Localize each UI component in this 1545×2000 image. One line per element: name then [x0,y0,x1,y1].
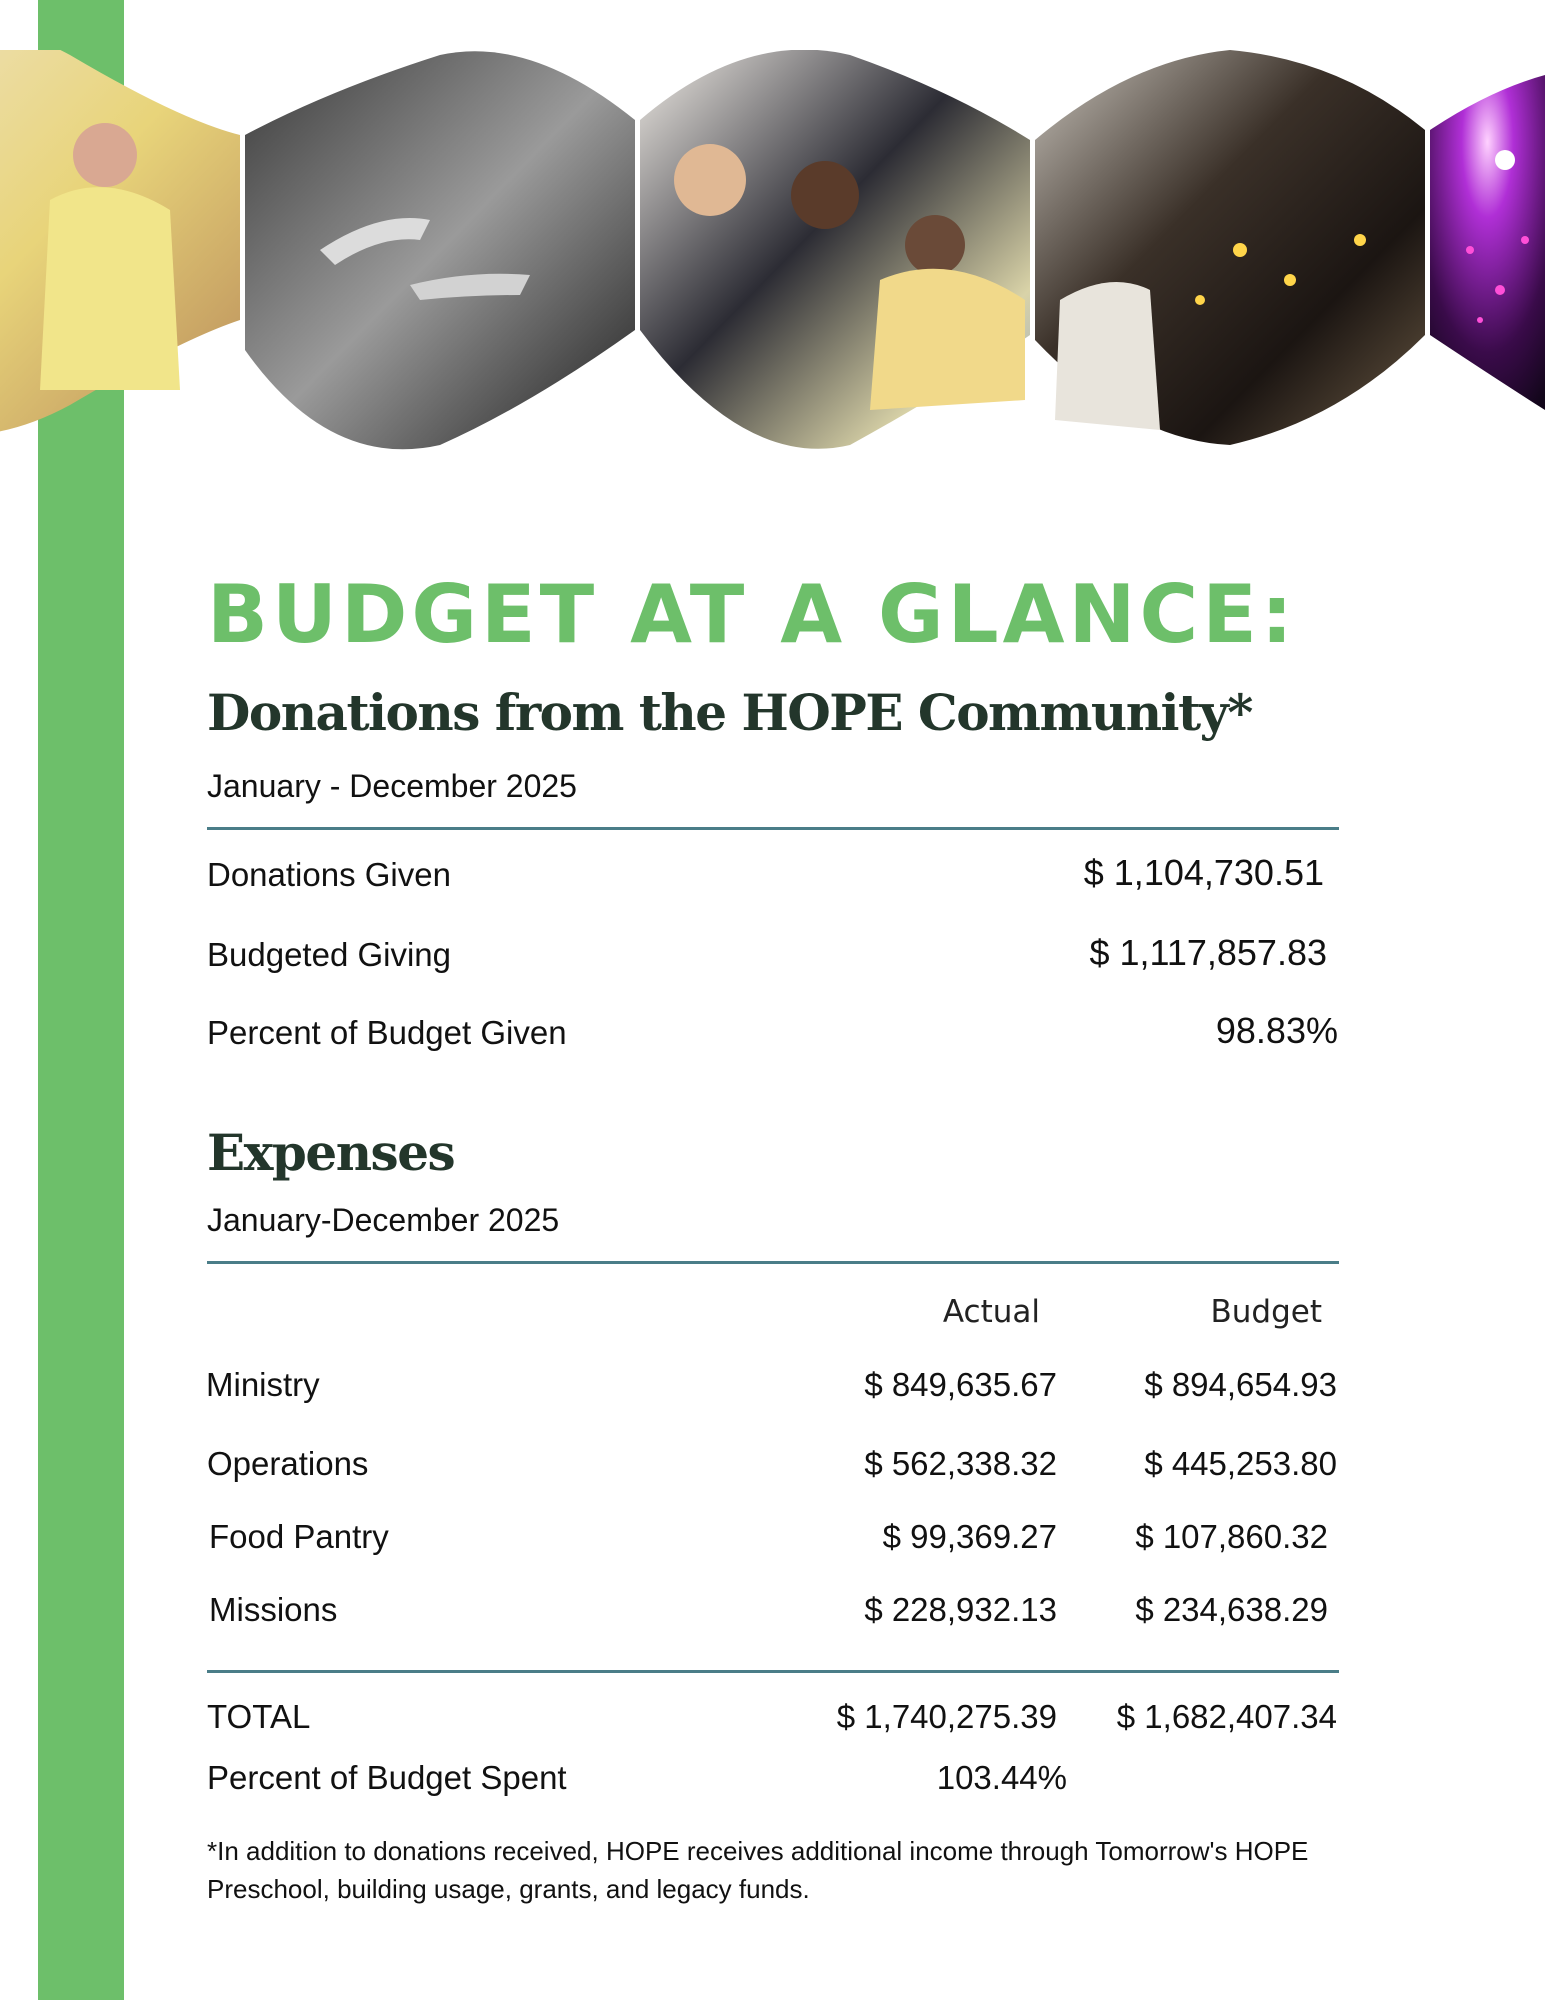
community-greeting-photo [640,50,1030,449]
budget-column-header: Budget [1210,1294,1322,1330]
expense-row-budget: $ 894,654.93 [1144,1366,1337,1403]
footnote: *In addition to donations received, HOPE receives additional income through Tomorrow's HOPE Preschool, building usage, grants, and legacy funds. [207,1836,1309,1904]
total-divider [207,1670,1339,1673]
expense-row-label: Food Pantry [209,1518,389,1555]
man-painting-photo [0,50,240,435]
candlelight-service-photo [1035,50,1425,445]
page-title: BUDGET AT A GLANCE: [207,568,1297,661]
expense-row-actual: $ 228,932.13 [864,1591,1057,1628]
percent-given-label: Percent of Budget Given [207,1014,567,1051]
expenses-divider [207,1261,1339,1264]
expense-row-label: Ministry [206,1366,320,1403]
expense-row-label: Operations [207,1445,369,1482]
donations-given-label: Donations Given [207,856,451,893]
expenses-period: January-December 2025 [207,1202,560,1238]
expense-row-actual: $ 849,635.67 [864,1366,1057,1403]
total-budget: $ 1,682,407.34 [1116,1698,1337,1735]
donations-given-value: $ 1,104,730.51 [1083,852,1324,893]
photo-strip [0,50,1545,450]
actual-column-header: Actual [942,1294,1040,1330]
donations-divider [207,827,1339,830]
total-actual: $ 1,740,275.39 [836,1698,1057,1735]
percent-spent-label: Percent of Budget Spent [207,1759,567,1796]
expense-row-label: Missions [209,1591,338,1628]
expense-row-budget: $ 234,638.29 [1135,1591,1328,1628]
open-hands-photo [245,51,635,449]
total-label: TOTAL [207,1698,311,1735]
donations-heading: Donations from the HOPE Community* [207,683,1252,742]
expense-row-budget: $ 445,253.80 [1144,1445,1337,1482]
donations-period: January - December 2025 [207,768,577,804]
expense-row-budget: $ 107,860.32 [1135,1518,1328,1555]
percent-spent-value: 103.44% [936,1759,1067,1796]
expenses-heading: Expenses [207,1123,455,1182]
purple-lights-photo [1430,75,1545,410]
expense-row-actual: $ 99,369.27 [882,1518,1057,1555]
budgeted-giving-label: Budgeted Giving [207,936,452,973]
percent-given-value: 98.83% [1215,1010,1338,1051]
expense-row-actual: $ 562,338.32 [864,1445,1057,1482]
budgeted-giving-value: $ 1,117,857.83 [1089,932,1327,973]
